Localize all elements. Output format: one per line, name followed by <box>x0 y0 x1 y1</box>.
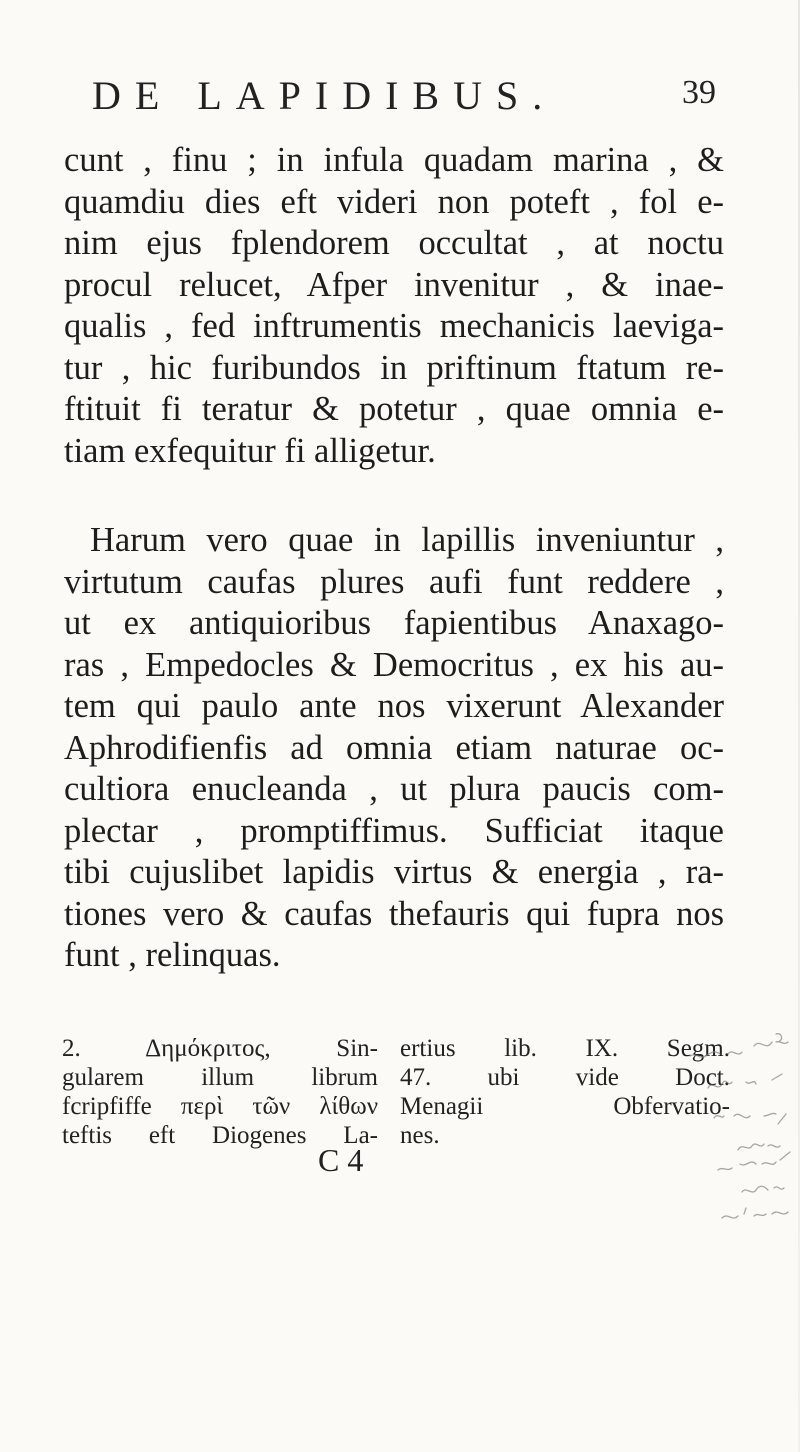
footnote-line: 2. Δημόκριτος, Sin- <box>62 1035 378 1062</box>
text-line: ut ex antiquioribus fapientibus Anaxago- <box>64 604 724 642</box>
text-line: ras , Empedocles & Democritus , ex his au- <box>64 645 724 684</box>
running-title: DE LAPIDIBUS. <box>92 73 557 118</box>
footnote-line: fcripfiffe περὶ τῶν λίθων <box>62 1093 378 1120</box>
footnote-column-left <box>62 1034 378 1150</box>
footnote-line: ertius lib. IX. Segm. <box>400 1035 730 1062</box>
footnote-line: teftis eft Diogenes La- <box>62 1122 378 1149</box>
footnote-line: 47. ubi vide Doct. <box>400 1064 730 1091</box>
text-line: plectar , promptiffimus. Sufficiat itaque <box>64 811 724 850</box>
text-line: virtutum caufas plures aufi funt reddere , <box>64 562 724 601</box>
page-number: 39 <box>682 74 716 111</box>
text-line: cultiora enucleanda , ut plura paucis com- <box>64 770 724 808</box>
text-line: ftituit fi teratur & potetur , quae omnia e- <box>64 390 724 428</box>
text-line: cunt , finu ; in infula quadam marina , & <box>64 141 724 179</box>
text-line: qualis , fed inftrumentis mechanicis laeviga- <box>64 307 724 345</box>
text-line: tur , hic furibundos in priftinum ftatum re- <box>64 348 724 387</box>
text-line: nim ejus fplendorem occultat , at noctu <box>64 224 724 262</box>
handwritten-marginalia <box>650 1032 800 1222</box>
footnote-line: gularem illum librum <box>62 1064 378 1091</box>
text-line: quamdiu dies eft videri non poteft , fol e- <box>64 182 724 221</box>
text-line: tem qui paulo ante nos vixerunt Alexander <box>64 687 724 725</box>
text-line: funt , relinquas. <box>64 936 281 974</box>
running-head <box>92 72 716 118</box>
text-line: Aphrodifienfis ad omnia etiam naturae oc- <box>64 728 724 767</box>
text-line: tiones vero & caufas thefauris qui fupra nos <box>64 894 724 933</box>
paragraph-1 <box>64 140 724 472</box>
paragraph-2 <box>64 520 724 977</box>
signature-mark: C 4 <box>318 1142 364 1178</box>
text-line: procul relucet, Afper invenitur , & inae- <box>64 265 724 304</box>
footnote-line: nes. <box>400 1122 440 1149</box>
text-line: tiam exfequitur fi alligetur. <box>64 431 436 470</box>
footnote-line: Menagii Obfervatio- <box>400 1093 730 1120</box>
text-line: tibi cujuslibet lapidis virtus & energia , ra- <box>64 853 724 891</box>
text-line: Harum vero quae in lapillis inveniuntur , <box>90 521 724 559</box>
